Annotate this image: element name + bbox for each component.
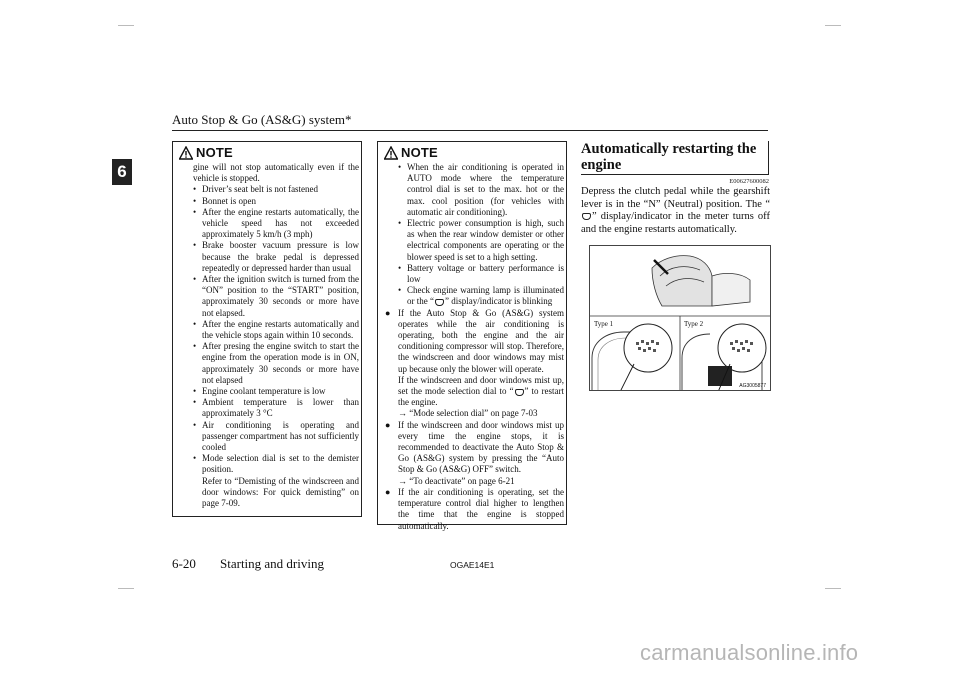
note-body — [193, 162, 359, 509]
note-reference: Refer to “Demisting of the windscreen and door windows: For quick demisting” on page 7-09. — [202, 475, 359, 509]
list-item: • After the engine restarts automatically and the vehicle stops again within 10 seconds. — [193, 318, 359, 341]
note-body — [385, 162, 564, 532]
engine-warning-icon — [435, 299, 444, 306]
warning-icon — [179, 146, 193, 160]
header-rule — [172, 130, 768, 131]
list-item: ● If the windscreen and door windows mist up every time the engine stops, it is recommended to deactivate the Auto Stop & Go (AS&G) system by pressing the “Auto Stop & Go (AS&G) OFF” switch. → “To deactivate” on page 6-21 — [385, 419, 564, 486]
list-item: • Engine coolant temperature is low — [193, 386, 326, 397]
footer-section: Starting and driving — [220, 556, 324, 571]
note-label: NOTE — [401, 145, 438, 160]
crop-mark — [118, 25, 134, 26]
engine-icon — [582, 213, 591, 220]
section-code: E00627600082 — [729, 178, 769, 185]
crop-mark — [825, 25, 841, 26]
list-item: • After presing the engine switch to start the engine from the operation mode is in ON, approximately 30 seconds or more have not elapsed — [193, 341, 359, 385]
list-item: • Mode selection dial is set to the demister position. — [193, 453, 359, 475]
list-item: • Electric power consumption is high, such as when the rear window demister or other electrical components are operating or the blower speed is set to a high setting. — [398, 218, 564, 262]
section-rule — [768, 141, 769, 175]
list-item: ● If the Auto Stop & Go (AS&G) system operates while the air conditioning is operating, both the engine and the air conditioning compressor will stop. Therefore, the windscreen and door windows may mist up because only the blower will operate. If the windscreen and door windows mist up, set the mode selection dial to “ ” to restart the engine. → “Mode selection dial” on page 7-03 — [385, 307, 565, 419]
note-label: NOTE — [196, 145, 233, 160]
page-number: 6-20 — [172, 556, 196, 571]
bullet-marker: ● — [385, 419, 391, 430]
list-item: • Driver’s seat belt is not fastened — [193, 184, 319, 195]
list-item: • After the engine restarts automatically, the vehicle speed has not exceeded approximately 5 km/h (3 mph) — [193, 206, 359, 240]
figure-meter-illustration — [589, 245, 771, 391]
footer-doc-code: OGAE14E1 — [450, 560, 495, 570]
figure-label-type1: Type 1 — [594, 320, 614, 328]
crop-mark — [825, 588, 841, 589]
figure-label-type2: Type 2 — [684, 320, 704, 328]
list-item: • When the air conditioning is operated in AUTO mode where the temperature control dial is set to the max. hot or the max. cool position (for vehicles with automatic air conditioning). — [398, 162, 564, 217]
list-item: ● If the air conditioning is operating, set the temperature control dial higher to lengthen the time that the engine is stopped automatically. — [385, 486, 564, 531]
demister-icon — [515, 389, 524, 396]
note-header — [384, 145, 438, 160]
warning-icon — [384, 146, 398, 160]
list-item: • Brake booster vacuum pressure is low because the brake pedal is depressed repeatedly or depressed harder than usual — [193, 240, 359, 273]
note-intro: gine will not stop automatically even if the vehicle is stopped. — [193, 162, 359, 184]
watermark: carmanualsonline.info — [640, 640, 859, 665]
note-header — [179, 145, 233, 160]
bullet-marker: ● — [385, 486, 391, 497]
chapter-tab: 6 — [112, 159, 132, 185]
list-item: • Battery voltage or battery performance is low — [398, 262, 564, 285]
section-body: Depress the clutch pedal while the gearshift lever is in the “N” (Neutral) position. The “” display/indicator in the meter turns off and the engine restarts automatically. — [581, 186, 770, 235]
section-rule — [581, 174, 769, 175]
list-item: • Check engine warning lamp is illuminated or the “ ” display/indicator is blinking — [398, 285, 564, 307]
figure-code: AG3005877 — [739, 383, 766, 389]
bullet-marker: ● — [385, 307, 391, 318]
section-title: Automatically restarting the engine — [581, 141, 757, 173]
running-header: Auto Stop & Go (AS&G) system* — [172, 112, 352, 127]
list-item: • Ambient temperature is lower than approximately 3 °C — [193, 397, 359, 419]
note-box-middle — [377, 141, 567, 531]
list-item: • Air conditioning is operating and passenger compartment has not sufficiently cooled — [193, 419, 359, 453]
crop-mark — [118, 588, 134, 589]
note-box-left — [172, 141, 362, 517]
list-item: • After the ignition switch is turned from the “ON” position to the “START” position, approximately 30 seconds or more have not elapsed. — [193, 274, 359, 318]
meter-illustration — [590, 246, 770, 390]
list-item: • Bonnet is open — [193, 195, 256, 206]
